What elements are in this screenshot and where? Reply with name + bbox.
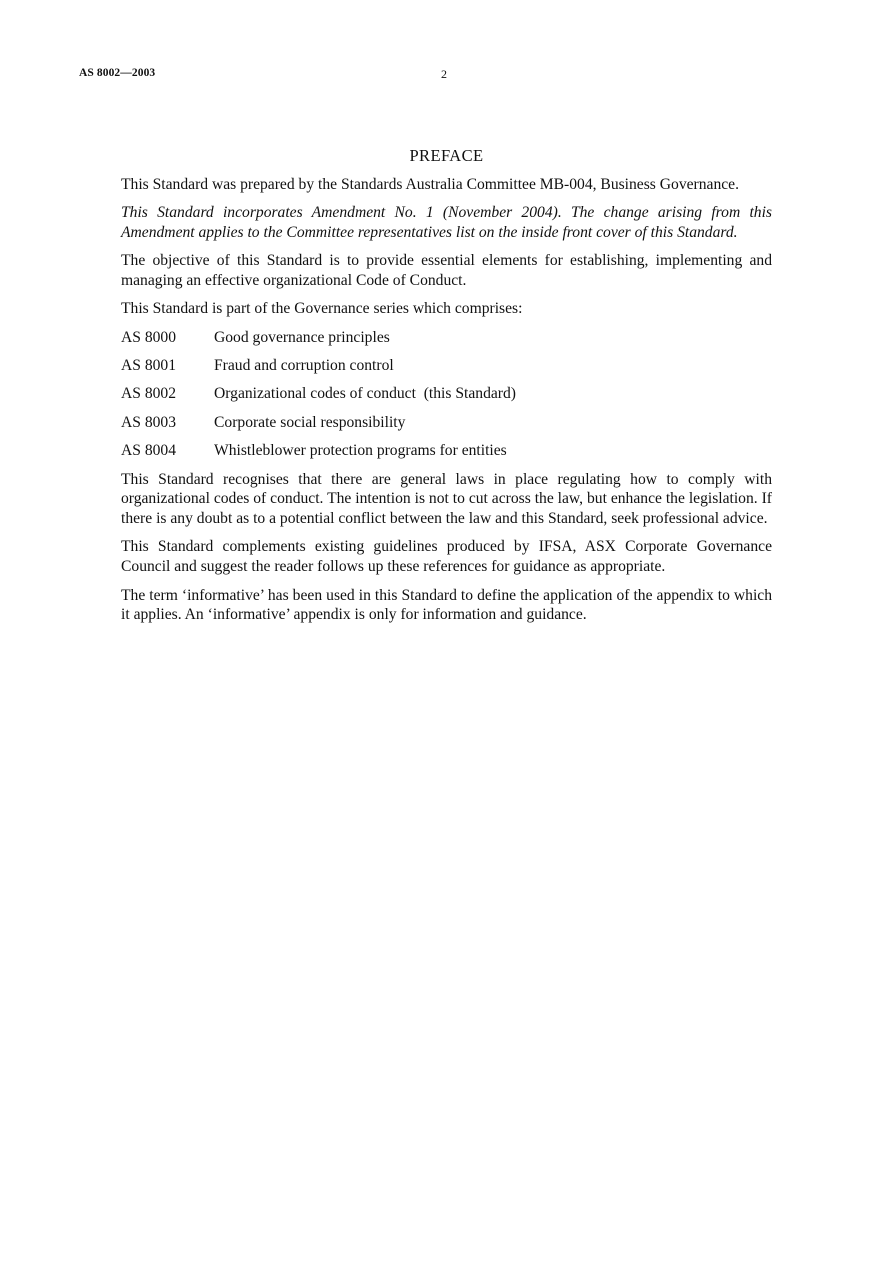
list-item: [121, 441, 772, 461]
preface-paragraph-objective: The objective of this Standard is to provide essential elements for establishing, implementing and managing an effective organizational Code of Conduct.: [121, 252, 772, 289]
preface-title: PREFACE: [409, 146, 484, 165]
list-item: [121, 413, 772, 433]
preface-paragraph-laws: This Standard recognises that there are general laws in place regulating how to comply with organizational codes of conduct. The intention is not to cut across the law, but enhance the legislation. If there is any doubt as to a potential conflict between the law and this Standard, seek professional advice.: [121, 470, 772, 528]
preface-section: [121, 146, 772, 634]
series-title: Organizational codes of conduct (this Standard): [214, 385, 516, 403]
preface-paragraph-informative: The term ‘informative’ has been used in this Standard to define the application of the appendix to which it applies. An ‘informative’ appendix is only for information and guidance.: [121, 586, 772, 624]
series-title: Corporate social responsibility: [214, 413, 406, 431]
series-code: AS 8002: [121, 385, 177, 403]
preface-paragraph-committee: This Standard was prepared by the Standards Australia Committee MB-004, Business Governance.: [121, 175, 739, 193]
series-title: Whistleblower protection programs for entities: [214, 442, 507, 460]
header-document-id: AS 8002—2003: [79, 67, 156, 79]
preface-paragraph-amendment: This Standard incorporates Amendment No. 1 (November 2004). The change arising from this Amendment applies to the Committee representatives list on the inside front cover of this Standard.: [121, 204, 772, 241]
preface-paragraph-guidelines: This Standard complements existing guidelines produced by IFSA, ASX Corporate Governance Council and suggest the reader follows up these references for guidance as appropriate.: [121, 538, 772, 576]
governance-series-list: [121, 328, 772, 461]
preface-paragraph-series-intro: This Standard is part of the Governance series which comprises:: [121, 300, 523, 318]
list-item: [121, 356, 772, 376]
series-code: AS 8001: [121, 356, 177, 374]
series-code: AS 8004: [121, 442, 177, 460]
series-code: AS 8003: [121, 413, 177, 431]
list-item: [121, 384, 772, 404]
series-code: AS 8000: [121, 328, 177, 346]
list-item: [121, 328, 772, 348]
series-title: Fraud and corruption control: [214, 356, 394, 374]
header-page-number: 2: [441, 67, 447, 81]
series-title: Good governance principles: [214, 328, 390, 346]
